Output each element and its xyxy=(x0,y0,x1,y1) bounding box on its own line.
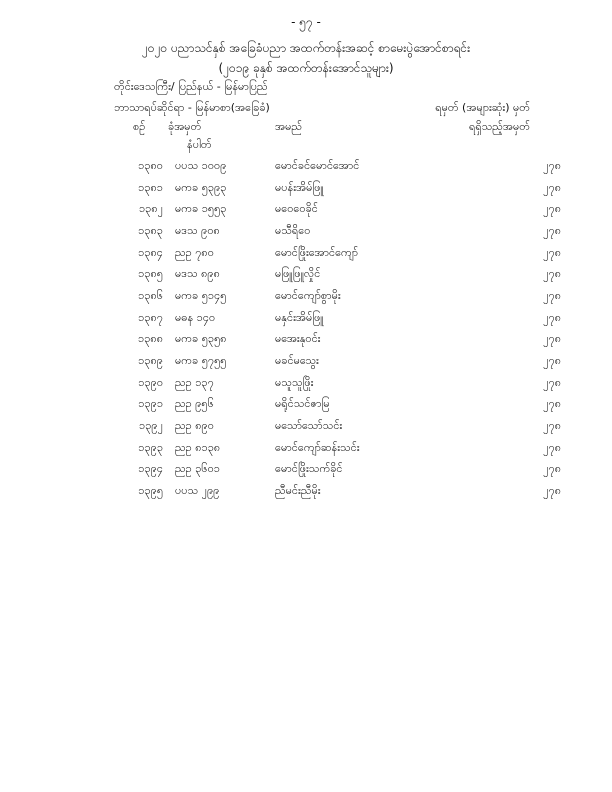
roll-number: မကခ ၁၅၅၃ xyxy=(175,202,227,216)
marks-value: ၂၇၈ xyxy=(543,375,561,389)
region-label: တိုင်းဒေသကြီး/ ပြည်နယ် - မြန်မာပြည် xyxy=(114,80,268,93)
marks-value: ၂၇၈ xyxy=(543,288,561,302)
row-number: ၁၃၈၃ xyxy=(138,223,163,237)
table-row xyxy=(0,264,561,286)
marks-value: ၂၇၈ xyxy=(543,245,561,259)
column-header-roll-sub: နံပါတ် xyxy=(187,138,212,151)
student-name: မသော်သော်သင်း xyxy=(275,419,343,433)
roll-number: မကခ ၅၃၅၈ xyxy=(175,332,227,346)
student-name: မောင်ကျော်ဆန်းသင်း xyxy=(275,440,360,454)
document-subtitle: (၂၀၁၉ ခုနှစ် အထက်တန်းအောင်သူများ) xyxy=(218,61,394,75)
row-number: ၁၃၉၁ xyxy=(138,397,163,411)
page-number: - ၅၇ - xyxy=(291,15,321,29)
student-name: မခင်မသွေး xyxy=(275,354,319,368)
column-header-name: အမည် xyxy=(275,120,303,133)
student-name: ညီမင်းညီမိုး xyxy=(275,484,321,498)
table-row xyxy=(0,373,561,395)
row-number: ၁၃၈၅ xyxy=(138,267,163,281)
student-name: မနှင်းအိမ်ဖြူ xyxy=(275,310,324,324)
table-row xyxy=(0,481,561,503)
marks-value: ၂၇၈ xyxy=(543,223,561,237)
row-number: ၁၃၉၂ xyxy=(139,419,163,433)
student-name: မောင်ဖြိုးသက်ခိုင် xyxy=(275,462,343,476)
student-name: မပန်းအိမ်ဖြူ xyxy=(275,180,324,194)
column-header-no: စဉ် xyxy=(133,120,146,133)
roll-number: မဒသ ၉၀၈ xyxy=(175,223,220,237)
roll-number: ပပသ ၁၀၀၉ xyxy=(175,158,227,172)
column-header-marks: ရရှိသည့်အမှတ် xyxy=(469,120,530,133)
results-table xyxy=(0,156,561,503)
column-header-roll: ခုံအမှတ် xyxy=(168,120,202,133)
roll-number: ညဥ ၃၆၀၁ xyxy=(175,462,220,476)
marks-value: ၂၇၈ xyxy=(543,332,561,346)
student-name: မဖြူဖြူလှိုင် xyxy=(275,267,321,281)
marks-value: ၂၇၈ xyxy=(543,180,561,194)
roll-number: မဒသ ၈၉၈ xyxy=(175,267,220,281)
marks-value: ၂၇၈ xyxy=(543,462,561,476)
roll-number: မကခ ၅၇၅၅ xyxy=(175,354,227,368)
roll-number: ညဥ ၇၈၀ xyxy=(175,245,214,259)
document-title: ၂၀၂၀ ပညာသင်နှစ် အခြေခံပညာ အထက်တန်းအဆင့် စာမေးပွဲအောင်စာရင်း xyxy=(141,41,471,55)
roll-number: မကခ ၅၁၄၅ xyxy=(175,288,227,302)
table-row xyxy=(0,460,561,482)
table-row xyxy=(0,178,561,200)
roll-number: ညဥ ၁၃၇ xyxy=(175,375,214,389)
table-row xyxy=(0,199,561,221)
table-row xyxy=(0,221,561,243)
table-row xyxy=(0,330,561,352)
table-row xyxy=(0,395,561,417)
marks-value: ၂၇၈ xyxy=(543,310,561,324)
student-name: မသီရိဝေ xyxy=(275,223,311,237)
results-table-body xyxy=(0,156,561,503)
marks-value: ၂၇၈ xyxy=(543,484,561,498)
table-row xyxy=(0,351,561,373)
table-row xyxy=(0,286,561,308)
student-name: မသူသူဖြိုး xyxy=(275,375,314,389)
row-number: ၁၃၉၅ xyxy=(138,484,163,498)
student-name: မောင်ဖြိုးအောင်ကျော် xyxy=(275,245,359,259)
marks-value: ၂၇၈ xyxy=(543,397,561,411)
roll-number: ညဥ ၈၉၀ xyxy=(175,419,214,433)
marks-value: ၂၇၈ xyxy=(543,267,561,281)
roll-number: မဓန ၁၄၀ xyxy=(175,310,216,324)
row-number: ၁၃၈၇ xyxy=(138,310,163,324)
marks-value: ၂၇၈ xyxy=(543,354,561,368)
row-number: ၁၃၈၀ xyxy=(138,158,163,172)
marks-value: ၂၇၈ xyxy=(543,419,561,433)
roll-number: ညဥ ၈၁၃၈ xyxy=(175,440,221,454)
table-row xyxy=(0,308,561,330)
row-number: ၁၃၈၁ xyxy=(138,180,163,194)
student-name: မရိုင်သင်ဇာမြ xyxy=(275,397,330,411)
marks-total-header: ရမှတ် (အများဆုံး) မှတ် xyxy=(435,101,530,114)
row-number: ၁၃၉၀ xyxy=(138,375,163,389)
row-number: ၁၃၈၆ xyxy=(138,288,163,302)
row-number: ၁၃၈၄ xyxy=(138,245,163,259)
table-row xyxy=(0,438,561,460)
marks-value: ၂၇၈ xyxy=(543,440,561,454)
student-name: မအေးနုဝင်း xyxy=(275,332,321,346)
row-number: ၁၃၈၂ xyxy=(138,202,163,216)
table-row xyxy=(0,416,561,438)
student-name: မောင်ခင်မောင်အောင် xyxy=(275,158,360,172)
category-label: ဘာသာရပ်ဆိုင်ရာ - မြန်မာစာ(အခြေခံ) xyxy=(114,101,270,114)
table-row xyxy=(0,156,561,178)
student-name: မဝေဝေခိုင် xyxy=(275,202,318,216)
table-row xyxy=(0,243,561,265)
marks-value: ၂၇၈ xyxy=(543,158,561,172)
roll-number: ပပသ ၂၉၉ xyxy=(175,484,220,498)
roll-number: ညဥ ၉၅၆ xyxy=(175,397,214,411)
student-name: မောင်ကျော်စွာမိုး xyxy=(275,288,341,302)
marks-value: ၂၇၈ xyxy=(543,202,561,216)
row-number: ၁၃၉၃ xyxy=(138,440,163,454)
row-number: ၁၃၈၈ xyxy=(138,332,163,346)
roll-number: မကခ ၅၃၉၃ xyxy=(175,180,227,194)
row-number: ၁၃၈၉ xyxy=(138,354,163,368)
row-number: ၁၃၉၄ xyxy=(138,462,163,476)
